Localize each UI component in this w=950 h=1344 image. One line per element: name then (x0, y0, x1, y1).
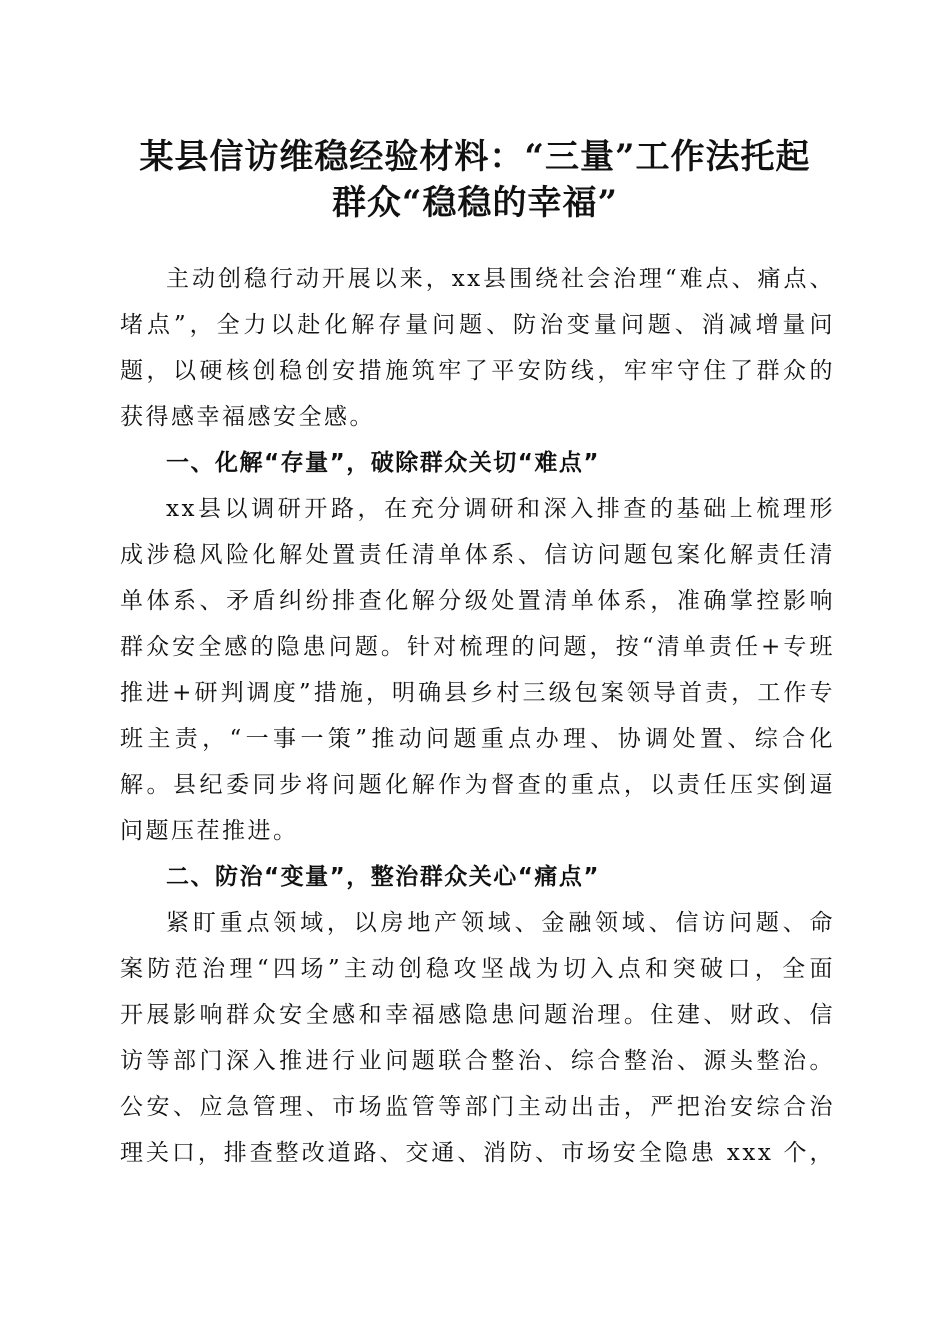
section-1-line-5: 推进+研判调度”措施，明确县乡村三级包案领导首责，工作专 (120, 680, 835, 706)
section-1-line-6: 班主责，“一事一策”推动问题重点办理、协调处置、综合化 (120, 726, 835, 752)
section-2-line-1: 紧盯重点领域，以房地产领域、金融领域、信访问题、命 (166, 910, 835, 936)
document-title (110, 134, 840, 226)
section-2-line-5: 公安、应急管理、市场监管等部门主动出击，严把治安综合治 (120, 1094, 835, 1120)
section-1-line-2: 成涉稳风险化解处置责任清单体系、信访问题包案化解责任清 (120, 542, 835, 568)
section-2-paragraph (120, 900, 835, 1176)
document-body (120, 256, 835, 1176)
intro-paragraph (120, 256, 835, 440)
title-line-1: 某县信访维稳经验材料：“三量”工作法托起 (139, 137, 811, 177)
section-1-paragraph (120, 486, 835, 854)
section-1-line-1: xx县以调研开路，在充分调研和深入排查的基础上梳理形 (166, 496, 835, 522)
section-2-line-4: 访等部门深入推进行业问题联合整治、综合整治、源头整治。 (120, 1048, 835, 1074)
intro-line-1: 主动创稳行动开展以来，xx县围绕社会治理“难点、痛点、 (166, 266, 835, 292)
section-2-heading: 二、防治“变量”，整治群众关心“痛点” (166, 864, 600, 890)
intro-line-4: 获得感幸福感安全感。 (120, 404, 375, 430)
section-1-line-7: 解。县纪委同步将问题化解作为督查的重点，以责任压实倒逼 (120, 772, 835, 798)
section-1-heading: 一、化解“存量”，破除群众关切“难点” (166, 450, 600, 476)
intro-line-2: 堵点”，全力以赴化解存量问题、防治变量问题、消减增量问 (120, 312, 835, 338)
title-line-2: 群众“稳稳的幸福” (331, 183, 619, 223)
intro-line-3: 题，以硬核创稳创安措施筑牢了平安防线，牢牢守住了群众的 (120, 358, 835, 384)
section-1-line-4: 群众安全感的隐患问题。针对梳理的问题，按“清单责任+专班 (120, 634, 835, 660)
section-1-line-3: 单体系、矛盾纠纷排查化解分级处置清单体系，准确掌控影响 (120, 588, 835, 614)
section-2-line-6: 理关口，排查整改道路、交通、消防、市场安全隐患 xxx 个， (120, 1140, 835, 1166)
section-2-line-3: 开展影响群众安全感和幸福感隐患问题治理。住建、财政、信 (120, 1002, 835, 1028)
section-1-line-8: 问题压茬推进。 (120, 818, 299, 844)
section-2-line-2: 案防范治理“四场”主动创稳攻坚战为切入点和突破口，全面 (120, 956, 835, 982)
